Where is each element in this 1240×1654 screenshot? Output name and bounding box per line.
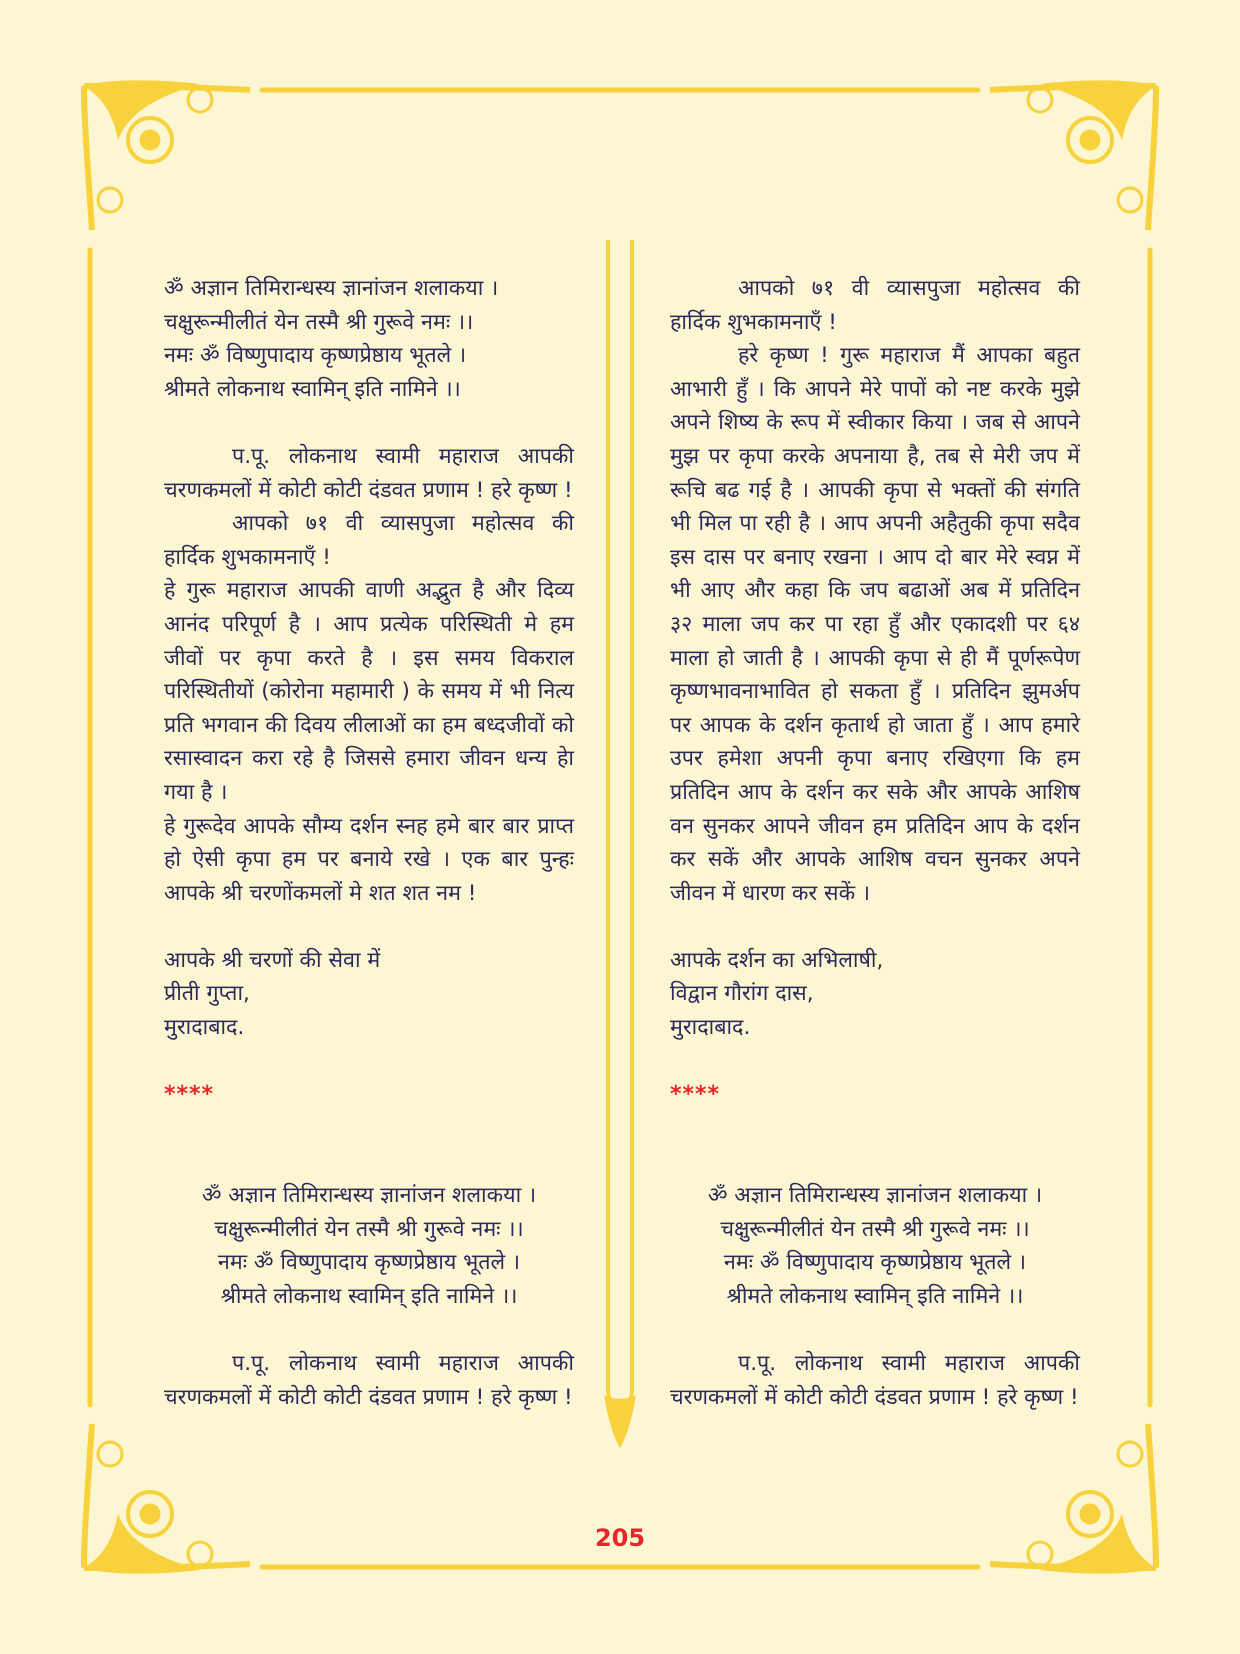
wishes-paragraph: आपको ७१ वी व्यासपुजा महोत्सव की हार्दिक शुभकामनाएँ ! [164, 511, 574, 570]
body-paragraph: हरे कृष्ण ! गुरू महाराज मैं आपका बहुत आभारी हुँ । कि आपने मेरे पापों को नष्ट करके मुझे अपने शिष्य के रूप में स्वीकार किया । जब से आपने मुझ पर कृपा करके अपनाया है, तब से मेरी जप में रूचि बढ गई है । आपकी कृपा से भक्तों की संगति भी मिल पा रही है । आप अपनी अहैतुकी कृपा सदैव इस दास पर बनाए रखना । आप दो बार मेरे स्वप्न में भी आए और कहा कि जप बढाओं अब में प्रतिदिन ३२ माला जप कर पा रहा हुँ और एकादशी पर ६४ माला हो जाती है । आपकी कृपा से ही मैं पूर्णरूपेण कृष्णभावनाभावित हो सकता हुँ । प्रतिदिन झुमर्अप पर आपक के दर्शन कृतार्थ हो जाता हुँ । आप हमारे उपर हमेशा अपनी कृपा बनाए रखिएगा कि हम प्रतिदिन आप के दर्शन कर सके और आपके आशिष वन सुनकर आपने जीवन हम प्रतिदिन आप के दर्शन कर सकें और आपके आशिष वचन सुनकर अपने जीवन में धारण कर सकें । [670, 343, 1080, 906]
page-number: 205 [594, 1524, 646, 1552]
center-divider [604, 240, 636, 1448]
wishes-paragraph: आपको ७१ वी व्यासपुजा महोत्सव की हार्दिक शुभकामनाएँ ! [670, 276, 1080, 335]
verse-line: चक्षुरून्मीलीतं येन तस्मै श्री गुरूवे नमः ।। [214, 1216, 524, 1242]
corner-ornament-top-left [84, 80, 250, 230]
signature-city: मुरादाबाद. [670, 1015, 751, 1041]
body-paragraph: हे गुरूदेव आपके सौम्य दर्शन स्नह हमे बार बार प्राप्त हो ऐसी कृपा हम पर बनाये रखे । एक बार पुन्हः आपके श्री चरणोंकमलों मे शत शत नम ! [164, 813, 574, 906]
verse-line: नमः ॐ विष्णुपादाय कृष्णप्रेष्ठाय भूतले । [217, 1250, 521, 1276]
verse-line: ॐ अज्ञान तिमिरान्धस्य ज्ञानांजन शलाकया । [201, 1183, 537, 1209]
verse-line: ॐ अज्ञान तिमिरान्धस्य ज्ञानांजन शलाकया । [164, 276, 499, 301]
corner-ornament-top-right [990, 80, 1156, 230]
signature-name: विद्वान गौरांग दास, [670, 981, 814, 1007]
verse-line: श्रीमते लोकनाथ स्वामिन् इति नामिने ।। [164, 376, 461, 402]
verse-line: चक्षुरून्मीलीतं येन तस्मै श्री गुरूवे नमः ।। [720, 1216, 1030, 1242]
right-column [670, 272, 1080, 1414]
greeting-paragraph: प.पू. लोकनाथ स्वामी महाराज आपकी चरणकमलों में कोटी कोटी दंडवत प्रणाम ! हरे कृष्ण ! [164, 1351, 574, 1410]
verse-line: नमः ॐ विष्णुपादाय कृष्णप्रेष्ठाय भूतले । [723, 1250, 1027, 1276]
left-column [164, 272, 574, 1414]
signature-name: प्रीती गुप्ता, [164, 981, 250, 1007]
closing-line: आपके श्री चरणों की सेवा में [164, 947, 381, 973]
verse-line: श्रीमते लोकनाथ स्वामिन् इति नामिने ।। [220, 1283, 518, 1309]
greeting-paragraph: प.पू. लोकनाथ स्वामी महाराज आपकी चरणकमलों में कोटी कोटी दंडवत प्रणाम ! हरे कृष्ण ! [670, 1351, 1080, 1410]
body-paragraph: हे गुरू महाराज आपकी वाणी अद्भुत है और दिव्य आनंद परिपूर्ण है । आप प्रत्येक परिस्थिती मे हम जीवों पर कृपा करते है । इस समय विकराल परिस्थितीयों (कोरोना महामारी ) के समय में भी नित्य प्रति भगवान की दिवय लीलाओं का हम बध्दजीवों को रसास्वादन करा रहे है जिससे हमारा जीवन धन्य हेा गया है । [164, 578, 574, 805]
greeting-paragraph: प.पू. लोकनाथ स्वामी महाराज आपकी चरणकमलों में कोटी कोटी दंडवत प्रणाम ! हरे कृष्ण ! [164, 443, 574, 503]
separator-stars: **** [164, 1082, 215, 1108]
closing-line: आपके दर्शन का अभिलाषी, [670, 947, 884, 973]
verse-line: श्रीमते लोकनाथ स्वामिन् इति नामिने ।। [726, 1283, 1024, 1309]
signature-city: मुरादाबाद. [164, 1015, 245, 1041]
verse-line: ॐ अज्ञान तिमिरान्धस्य ज्ञानांजन शलाकया । [707, 1183, 1043, 1209]
verse-line: चक्षुरून्मीलीतं येन तस्मै श्री गुरूवे नमः ।। [164, 309, 474, 335]
separator-stars: **** [670, 1082, 721, 1108]
verse-line: नमः ॐ विष्णुपादाय कृष्णप्रेष्ठाय भूतले । [164, 343, 467, 369]
